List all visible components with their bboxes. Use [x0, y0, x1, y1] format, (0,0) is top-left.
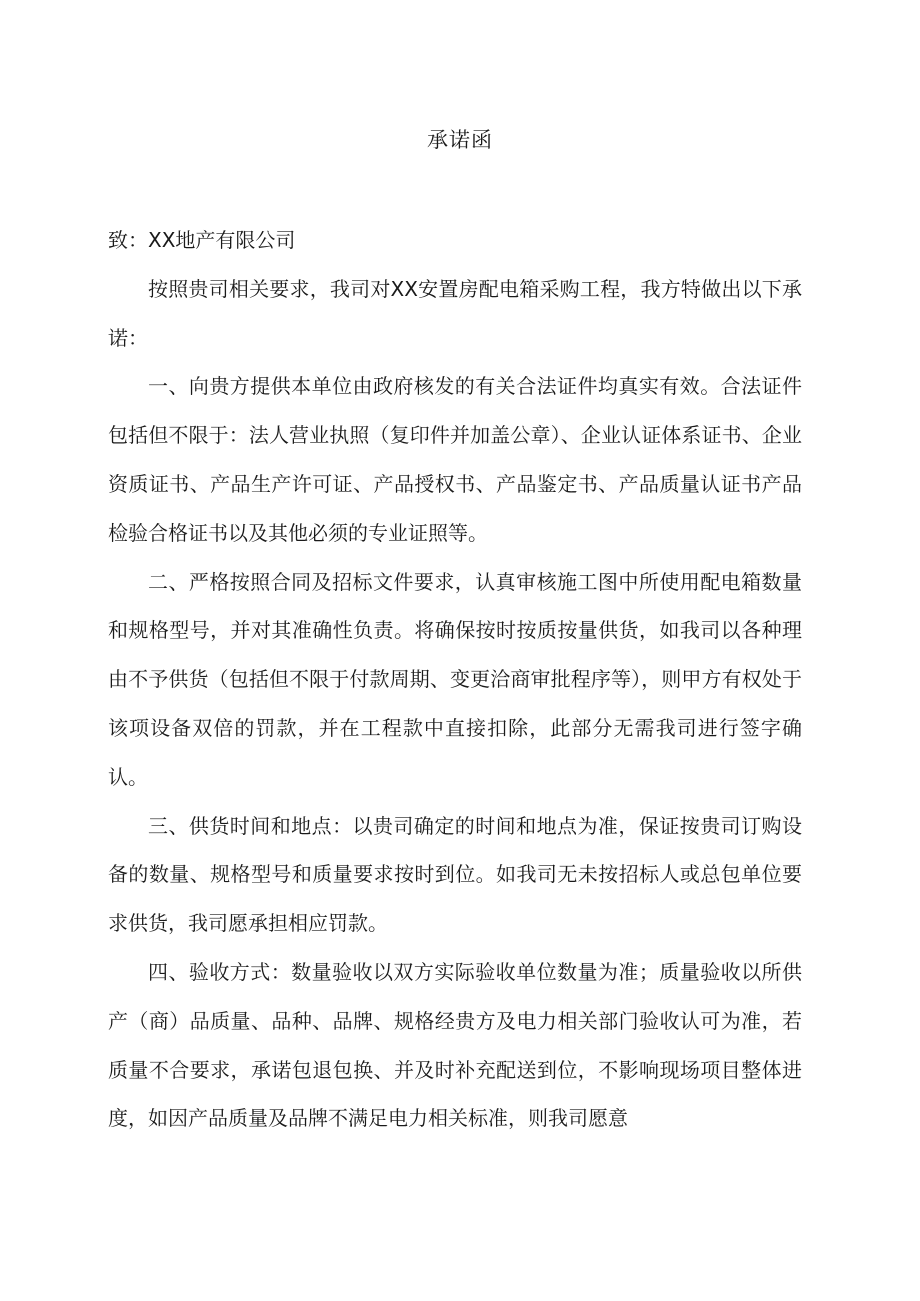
- salutation: 致：XX地产有限公司: [108, 228, 296, 252]
- paragraph-item-1: 一、向贵方提供本单位由政府核发的有关合法证件均真实有效。合法证件包括但不限于：法人营业执照（复印件并加盖公章）、企业认证体系证书、企业资质证书、产品生产许可证、产品授权书、产品鉴定书、产品质量认证书产品检验合格证书以及其他必须的专业证照等。: [108, 374, 802, 545]
- paragraph-item-2: 二、严格按照合同及招标文件要求，认真审核施工图中所使用配电箱数量和规格型号，并对其准确性负责。将确保按时按质按量供货，如我司以各种理由不予供货（包括但不限于付款周期、变更洽商审批程序等），则甲方有权处于该项设备双倍的罚款，并在工程款中直接扣除，此部分无需我司进行签字确认。: [108, 569, 802, 789]
- document-body: [108, 216, 802, 1143]
- document-title: 承诺函: [427, 128, 493, 152]
- paragraph-intro: 按照贵司相关要求，我司对XX安置房配电箱采购工程，我方特做出以下承诺：: [108, 276, 802, 350]
- paragraph-item-4: 四、验收方式：数量验收以双方实际验收单位数量为准；质量验收以所供产（商）品质量、品种、品牌、规格经贵方及电力相关部门验收认可为准，若质量不合要求，承诺包退包换、并及时补充配送到位，不影响现场项目整体进度，如因产品质量及品牌不满足电力相关标准，则我司愿意: [108, 959, 802, 1131]
- paragraph-item-3: 三、供货时间和地点：以贵司确定的时间和地点为准，保证按贵司订购设备的数量、规格型号和质量要求按时到位。如我司无未按招标人或总包单位要求供货，我司愿承担相应罚款。: [108, 813, 802, 936]
